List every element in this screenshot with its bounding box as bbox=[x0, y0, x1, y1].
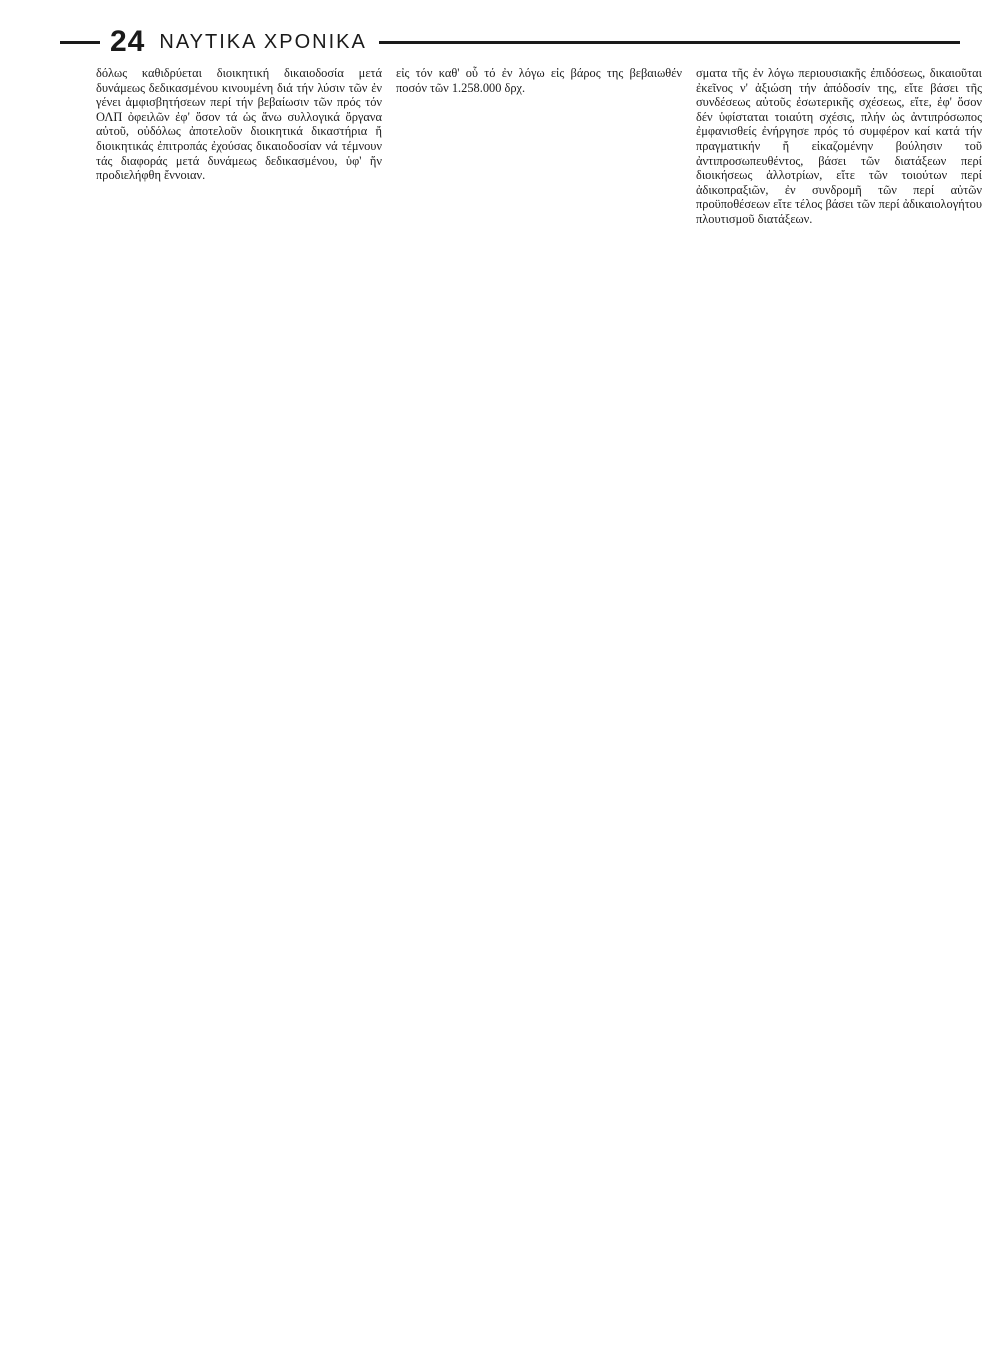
paragraph: σματα τῆς ἐν λόγω περιουσιακῆς ἐπιδόσεως, δικαιοῦται ἐκεῖνος ν' ἀξιώση τήν ἀπόδοσίν της, εἴτε βάσει τῆς συνδέσεως αὐτοῦς ἐσωτερικῆς σχέσεως, εἴτε, ἐφ' ὅσον δέν ὑφίσταται τοιαύτη σχέσις, πλήν ὡς ἀντιπρόσωπος ἐμφανισθείς ἐνήργησε πρός τό συμφέρον καί κατά τήν πραγματικήν ἤ εἰκαζομένην βούλησιν τοῦ ἀντιπροσωπευθέντος, βάσει τῶν διατάξεων περί διοικήσεως ἀλλοτρίων, εἴτε τῶν τοιούτων περί ἀδικοπραξιῶν, ἐν συνδρομῆ τῶν περί αὐτῶν προϋποθέσεων εἴτε τέλος βάσει τῶν περί ἀδικαιολογήτου πλουτισμοῦ διατάξεων. bbox=[696, 66, 982, 226]
text-column-1 bbox=[96, 66, 382, 1310]
page-number: 24 bbox=[110, 25, 146, 58]
text-column-3 bbox=[696, 66, 982, 1310]
article-body bbox=[96, 66, 982, 1310]
header-rule-right bbox=[379, 41, 960, 44]
paragraph: δόλως καθιδρύεται διοικητική δικαιοδοσία μετά δυνάμεως δεδικασμένου κινουμένη διά τήν λύσιν τῶν ἐν γένει ἀμφισβητήσεων περί τήν βεβαίωσιν τῶν πρός τόν ΟΛΠ ὀφειλῶν ἐφ' ὅσον τά ὡς ἄνω συλλογικά ὄργανα αὐτοῦ, οὐδόλως ἀποτελοῦν διοικητικά δικαστήρια ἤ διοικητικάς ἐπιτροπάς ἐχούσας δικαιοδοσίαν νά τέμνουν τάς διαφοράς μετά δυνάμεως δεδικασμένου, ὑφ' ἥν προδιελήφθη ἔννοιαν. bbox=[96, 66, 382, 183]
paragraph: εἰς τόν καθ' οὗ τό ἐν λόγω εἰς βάρος της βεβαιωθέν ποσόν τῶν 1.258.000 δρχ. bbox=[396, 66, 682, 95]
page-header bbox=[60, 22, 960, 62]
magazine-title: ΝΑΥΤΙΚΑ ΧΡΟΝΙΚΑ bbox=[159, 30, 367, 53]
text-column-2 bbox=[396, 66, 682, 1310]
header-rule-left bbox=[60, 41, 100, 44]
